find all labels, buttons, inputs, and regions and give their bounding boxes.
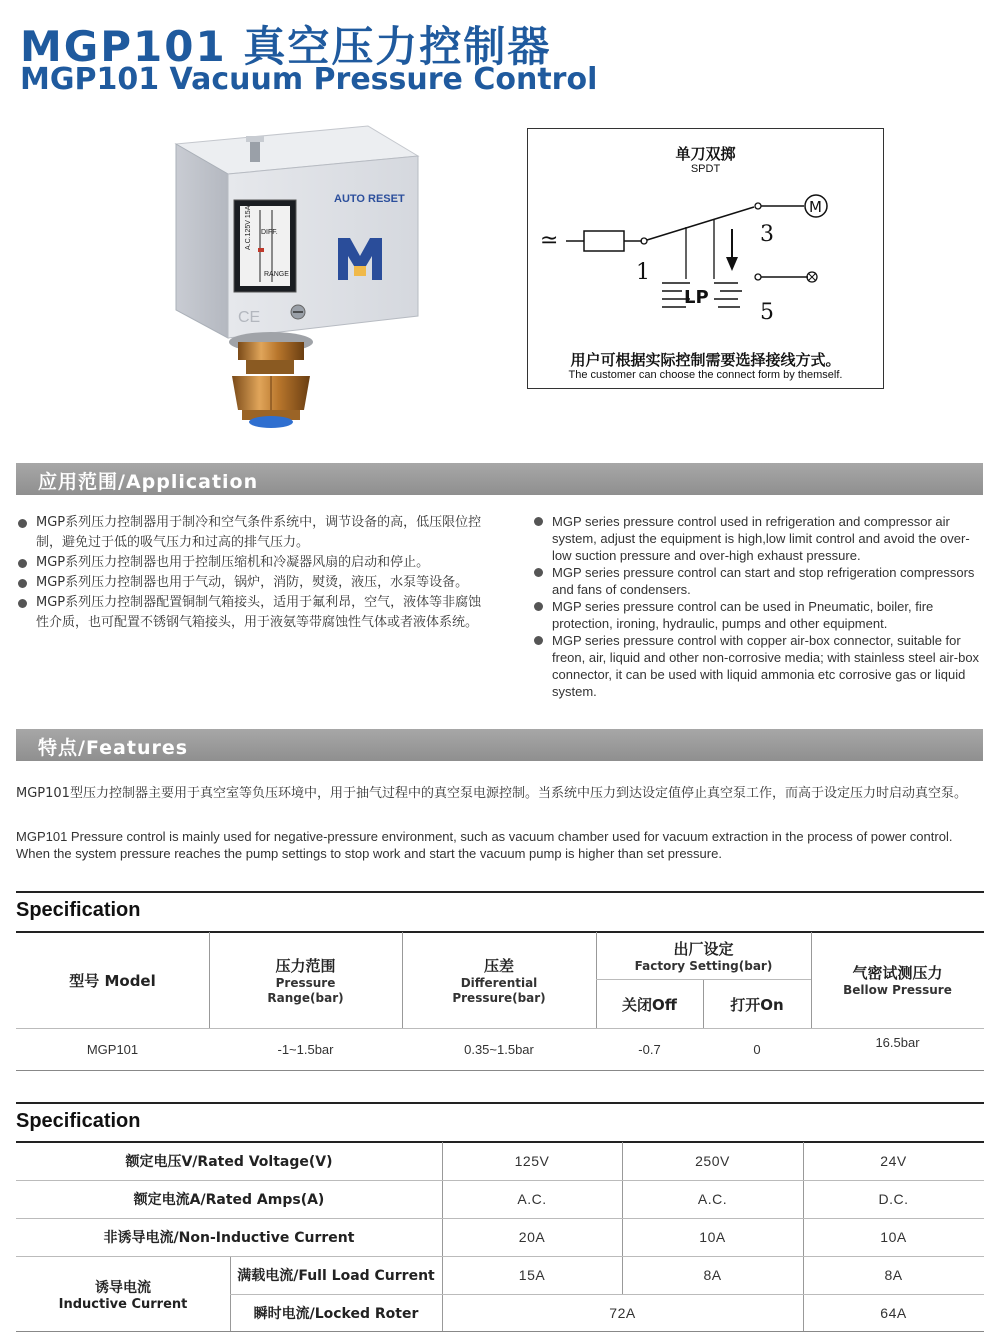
cell-value: 20A: [518, 1229, 546, 1245]
features-heading-bar: [16, 729, 983, 761]
wiring-diagram: [527, 128, 884, 389]
list-item: MGP series pressure control can start and stop refrigeration compressors and fans of condensers.: [532, 564, 984, 598]
cell-value: 24V: [880, 1153, 907, 1169]
cell-value: 8A: [884, 1267, 903, 1283]
motor-label: M: [809, 198, 822, 216]
application-list-cn: [16, 513, 486, 633]
scale-range-text: RANGE: [264, 271, 289, 278]
divider: [16, 1102, 984, 1104]
cell-model: MGP101: [86, 1042, 139, 1057]
application-heading: 应用范围/Application: [38, 471, 259, 493]
row-label-locked-roter: 瞬时电流/Locked Roter: [253, 1306, 419, 1322]
cell-value: 8A: [703, 1267, 722, 1283]
diagram-title-en: SPDT: [690, 163, 721, 175]
list-item: MGP series pressure control with copper air-box connector, suitable for freon, air, liquid and other non-corrosive media; with stainless steel air-box connector, it can be used with liquid ammonia etc corrosive gas or liquid system.: [532, 632, 984, 700]
row-label-rated-amps: 额定电流A/Rated Amps(A): [133, 1192, 325, 1208]
application-list-en: [532, 513, 984, 700]
diagram-note-cn: 用户可根据实际控制需要选择接线方式。: [570, 351, 841, 369]
header-differential: 压差 Differential Pressure(bar): [452, 956, 546, 1005]
spec1-table: [16, 932, 984, 1072]
header-off: 关闭Off: [622, 995, 677, 1014]
terminal-1: 1: [636, 260, 650, 285]
features-text-cn: MGP101型压力控制器主要用于真空室等负压环境中，用于抽气过程中的真空泵电源控制。当系统中压力到达设定值停止真空泵工作，而高于设定压力时启动真空泵。: [16, 786, 967, 801]
cell-range: -1~1.5bar: [277, 1042, 334, 1057]
spec1-title: Specification: [16, 899, 141, 921]
application-heading-bar: [16, 463, 983, 495]
cell-value: D.C.: [878, 1191, 909, 1207]
cell-value: 125V: [514, 1153, 550, 1169]
cell-value: 10A: [880, 1229, 907, 1245]
terminal-5: 5: [760, 300, 774, 325]
row-label-non-inductive: 非诱导电流/Non-Inductive Current: [103, 1230, 355, 1246]
cell-on: 0: [753, 1042, 761, 1057]
cell-value: A.C.: [697, 1191, 728, 1207]
features-heading: 特点/Features: [38, 737, 189, 759]
cell-bellow: 16.5bar: [875, 1034, 920, 1050]
diagram-note-en: The customer can choose the connect form by themself.: [568, 369, 843, 381]
lp-label: LP: [684, 287, 709, 308]
cell-value: 15A: [518, 1267, 546, 1283]
spec2-title: Specification: [16, 1110, 141, 1132]
page-title-en: MGP101 Vacuum Pressure Control: [20, 62, 598, 97]
scale-diff-text: DIFF.: [261, 229, 278, 236]
ac-symbol: ≃: [540, 228, 559, 253]
header-factory-setting: 出厂设定 Factory Setting(bar): [634, 939, 773, 973]
row-label-rated-voltage: 额定电压V/Rated Voltage(V): [125, 1154, 333, 1170]
cell-value: 10A: [699, 1229, 726, 1245]
row-label-full-load: 满载电流/Full Load Current: [237, 1268, 435, 1284]
terminal-3: 3: [760, 222, 774, 247]
list-item: MGP series pressure control can be used in Pneumatic, boiler, fire protection, ironing, hydraulic, pumps and other equipment.: [532, 598, 984, 632]
cell-value: 72A: [609, 1305, 636, 1321]
list-item: MGP系列压力控制器配置铜制气箱接头，适用于氟利昂，空气，液体等非腐蚀性介质，也可配置不锈钢气箱接头，用于液氨等带腐蚀性气体或者液体系统。: [16, 593, 486, 633]
cell-value: A.C.: [517, 1191, 547, 1207]
cell-off: -0.7: [638, 1042, 661, 1057]
header-on: 打开On: [730, 995, 784, 1014]
features-text-en: MGP101 Pressure control is mainly used for negative-pressure environment, such as vacuum chamber used for vacuum extraction in the process of power control. When the system pressure reaches the pump settings to stop work and start the vacuum pump is higher than set pressure.: [16, 829, 953, 861]
list-item: MGP系列压力控制器用于制冷和空气条件系统中，调节设备的高，低压限位控制，避免过于低的吸气压力和过高的排气压力。: [16, 513, 486, 553]
list-item: MGP系列压力控制器也用于气动，锅炉，消防，熨烫，液压，水泵等设备。: [16, 573, 486, 593]
auto-reset-label: AUTO RESET: [334, 193, 405, 205]
list-item: MGP series pressure control used in refrigeration and compressor air system, adjust the equipment is high,low limit control and avoid the over-low suction pressure and over-high exhaust pressure.: [532, 513, 984, 564]
spec2-table: [16, 1142, 984, 1332]
product-image: [168, 120, 428, 430]
cell-diff: 0.35~1.5bar: [464, 1042, 534, 1057]
divider: [16, 891, 984, 893]
row-label-inductive: 诱导电流 Inductive Current: [58, 1279, 188, 1312]
header-pressure-range: 压力范围 Pressure Range(bar): [267, 956, 344, 1005]
diagram-title-cn: 单刀双掷: [675, 145, 736, 163]
header-model: 型号 Model: [69, 971, 156, 990]
header-bellow: 气密试测压力 Bellow Pressure: [843, 964, 952, 997]
list-item: MGP系列压力控制器也用于控制压缩机和冷凝器风扇的启动和停止。: [16, 553, 486, 573]
cell-value: 250V: [695, 1153, 730, 1169]
scale-voltage-text: A.C.125V 15A: [245, 205, 252, 250]
ce-mark: CE: [238, 309, 261, 326]
arrow-down-icon: [726, 257, 738, 271]
page-title-cn: MGP101 真空压力控制器: [20, 22, 552, 71]
cell-value: 64A: [880, 1305, 907, 1321]
